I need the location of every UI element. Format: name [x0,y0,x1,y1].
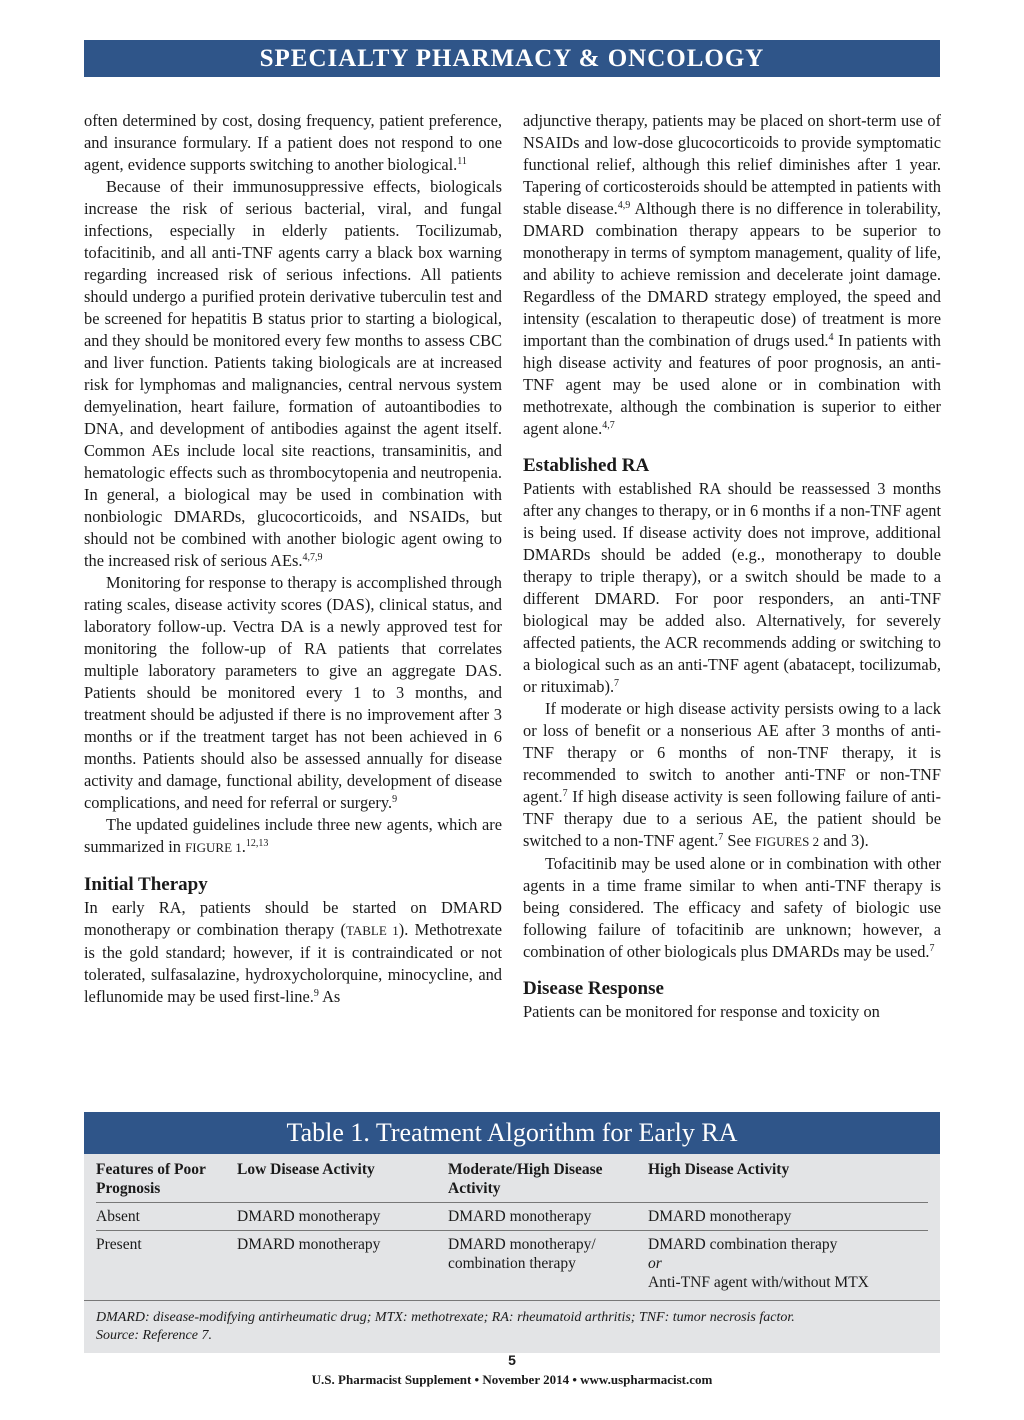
page-footer: U.S. Pharmacist Supplement • November 2014 • www.uspharmacist.com [311,1372,713,1387]
paragraph: Patients with established RA should be reassessed 3 months after any changes to therapy, or in 6 months if a non-TNF agent is being used. If disease activity does not improve, additional DMARDs should be added (e.g., monotherapy to double therapy to triple therapy), or a switch should be made to a different DMARD. For poor responders, an anti-TNF biological may be added also. Alternatively, for severely affected patients, the ACR recommends adding or switching to a biological such as an anti-TNF agent (abatacept, tocilizumab, or rituximab).$^7$ [523,479,941,696]
paragraph: often determined by cost, dosing frequency, patient preference, and insurance formulary. If a patient does not respond to one agent, evidence supports switching to another biological.$^{11}$ [84,111,502,174]
table-cell: Absent [96,1203,237,1231]
paragraph: Because of their immunosuppressive effects, biologicals increase the risk of serious bacterial, viral, and fungal infections, especially in elderly patients. Tocilizumab, tofacitinib, and all anti-TNF agents carry a black box warning regarding increased risk of serious infections. All patients should undergo a purified protein derivative tuberculin test and be screened for hepatitis B status prior to starting a biological, and they should be monitored every few months to assess CBC and liver function. Patients taking biologicals are at increased risk for lymphomas and malignancies, central nervous system demyelination, heart failure, formation of autoantibodies to DNA, and development of antibodies against the agent itself. Common AEs include local site reactions, transaminitis, and hematologic effects such as thrombocytopenia and neutropenia. In general, a biological may be used in combination with nonbiologic DMARDs, glucocorticoids, and NSAIDs, but should not be combined with another biologic agent owing to the increased risk of serious AEs.$^{4,7,9}$ [84,177,502,570]
table-row [96,1203,928,1231]
paragraph: If moderate or high disease activity persists owing to a lack or loss of benefit or a nonserious AE after 3 months of anti-TNF therapy or 6 months of non-TNF therapy, it is recommended to switch to another anti-TNF or non-TNF agent.$^7$ If high disease activity is seen following failure of anti-TNF therapy due to a serious AE, the patient should be switched to a non-TNF agent.$^7$ See FIGURES 2 and 3). [523,699,941,850]
table-header: Features of Poor Prognosis [96,1161,206,1197]
section-banner: SPECIALTY PHARMACY & ONCOLOGY [84,40,940,77]
page-number: 5 [508,1352,516,1368]
table-cell: DMARD monotherapy [237,1203,448,1231]
paragraph: Monitoring for response to therapy is accomplished through rating scales, disease activity scores (DAS), clinical status, and laboratory follow-up. Vectra DA is a newly approved test for monitoring the follow-up of RA patients that correlates multiple laboratory parameters to give an aggregate DAS. Patients should be monitored every 1 to 3 months, and treatment should be adjusted if there is no improvement after 3 months or if the treatment target has not been achieved in 6 months. Patients should also be assessed annually for disease activity and damage, functional ability, development of disease complications, and need for referral or surgery.$^9$ [84,573,502,812]
treatment-table [84,1112,940,1353]
table-header: Low Disease Activity [237,1161,375,1178]
paragraph: Patients can be monitored for response and toxicity on [523,1002,880,1021]
paragraph: In early RA, patients should be started on DMARD monotherapy or combination therapy (TABLE 1). Methotrexate is the gold standard; however, if it is contraindicated or not tolerated, sulfasalazine, hydroxycholorquine, minocycline, and leflunomide may be used first-line.$^9$ As [84,898,502,1006]
table-reference: TABLE 1 [345,923,399,938]
table-row [96,1231,928,1301]
table-cell: DMARD monotherapy [448,1203,648,1231]
table-footnote: DMARD: disease-modifying antirheumatic drug; MTX: methotrexate; RA: rheumatoid arthritis; TNF: tumor necrosis factor. Source: Reference 7. [84,1300,940,1353]
table-header: Moderate/High Disease Activity [448,1161,603,1197]
section-heading: Initial Therapy [84,874,208,895]
paragraph: adjunctive therapy, patients may be placed on short-term use of NSAIDs and low-dose glucocorticoids to provide symptomatic functional relief, although this relief diminishes after 1 year. Tapering of corticosteroids should be attempted in patients with stable disease.$^{4,9}$ Although there is no difference in tolerability, DMARD combination therapy appears to be superior to monotherapy in terms of symptom management, quality of life, and ability to achieve remission and decelerate joint damage. Regardless of the DMARD strategy employed, the speed and intensity (escalation to therapeutic dose) of treatment is more important than the combination of drugs used.$^4$ In patients with high disease activity and features of poor prognosis, an anti-TNF agent may be used alone or in combination with methotrexate, although the combination is superior to either agent alone.$^{4,7}$ [523,111,941,438]
left-column [84,110,502,1008]
table-title: Table 1. Treatment Algorithm for Early RA [84,1112,940,1154]
table-cell: DMARD monotherapy [648,1203,928,1231]
paragraph: Tofacitinib may be used alone or in combination with other agents in a time frame similar to when anti-TNF therapy is being considered. The efficacy and safety of biologic use following failure of tofacitinib are unknown; however, a combination of other biologicals plus DMARDs may be used.$^7$ [523,854,941,961]
right-column [523,110,941,1023]
figure-reference: FIGURE 1 [185,840,242,855]
table-cell: DMARD monotherapy/ combination therapy [448,1231,648,1301]
section-heading: Disease Response [523,978,664,999]
table-body [84,1154,940,1300]
table-cell: Present [96,1231,237,1301]
section-heading: Established RA [523,455,650,476]
table-cell: DMARD monotherapy [237,1231,448,1301]
paragraph: The updated guidelines include three new agents, which are summarized in FIGURE 1.$^{12,13}$ [84,815,502,856]
figure-reference: FIGURES 2 [755,834,820,849]
table-header: High Disease Activity [648,1161,790,1178]
table-cell: DMARD combination therapy or Anti-TNF agent with/without MTX [648,1231,928,1301]
